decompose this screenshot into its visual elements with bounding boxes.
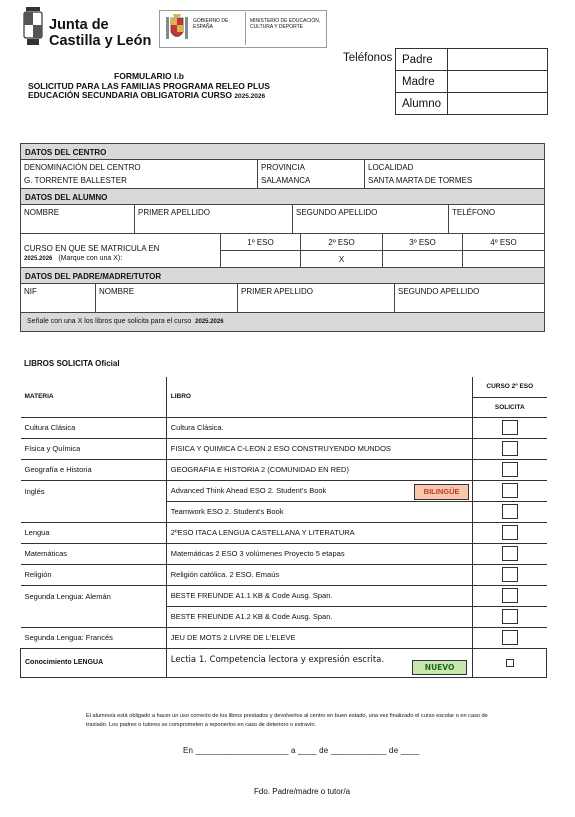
book-materia: Cultura Clásica [21,417,167,438]
col-header-libro: LIBRO [166,377,472,417]
phone-label: Alumno [396,93,448,115]
alumno-segundo-apellido-field[interactable] [292,205,448,233]
book-checkbox-cell [473,648,547,677]
curso-option-3eso[interactable] [382,234,462,267]
book-title-cell [166,648,472,677]
section-datos-alumno: DATOS DEL ALUMNO [21,189,544,205]
book-checkbox[interactable] [502,441,518,456]
book-title: JEU DE MOTS 2 LIVRE DE L'ELEVE [166,627,472,648]
book-row [21,480,547,501]
curso-year: 2025.2026 [24,256,53,262]
book-checkbox[interactable] [502,525,518,540]
book-title: FISICA Y QUIMICA C-LEON 2 ESO CONSTRUYENDO MUNDOS [166,438,472,459]
tutor-primer-apellido-field[interactable] [237,284,394,312]
curso-option-label: 3º ESO [383,234,462,251]
book-materia: Conocimiento LENGUA [21,648,167,677]
curso-option-label: 4º ESO [463,234,544,251]
alumno-nombre-field[interactable] [21,205,134,233]
tutor-nif-label: NIF [24,287,37,296]
curso-label: CURSO EN QUE SE MATRICULA EN [24,244,160,253]
book-title: 2ºESO ITACA LENGUA CASTELLANA Y LITERATURA [166,522,472,543]
book-title: GEOGRAFIA E HISTORIA 2 (COMUNIDAD EN RED) [166,459,472,480]
book-checkbox-cell [473,627,547,648]
book-checkbox-cell [473,522,547,543]
tutor-row [21,284,544,313]
tutor-segundo-apellido-field[interactable] [394,284,544,312]
book-checkbox-cell [473,438,547,459]
legal-notice: El alumno/a está obligado a hacer un uso correcto de los libros prestados y devolverlos al centro en buen estado, una vez finalizado el curso escolar o en caso de traslado. Los padres o tutores se comprometen a reponerlos en caso de deterioro o extravío. [86,713,488,728]
col-header-solicita: SOLICITA [473,397,547,417]
jcyl-logo-text: Junta de Castilla y León [49,17,152,49]
book-checkbox[interactable] [502,609,518,624]
nuevo-badge: NUEVO [412,660,467,675]
provincia-cell[interactable] [257,160,364,188]
form-title-year: 2025.2026 [234,93,266,101]
curso-mark [221,251,300,255]
denominacion-value: G. TORRENTE BALLESTER [24,176,127,185]
book-materia: Física y Química [21,438,167,459]
book-row-conocimiento [21,648,547,677]
form-title-line3: EDUCACIÓN SECUNDARIA OBLIGATORIA CURSO [28,90,233,101]
section-datos-centro: DATOS DEL CENTRO [21,144,544,160]
spain-shield-icon [165,14,189,44]
book-materia: Religión [21,564,167,585]
book-materia: Inglés [21,480,167,522]
book-row [21,522,547,543]
telefonos-label: Teléfonos [343,52,393,64]
curso-option-label: 1º ESO [221,234,300,251]
phone-field-madre[interactable] [448,71,548,93]
book-title: BESTE FREUNDE A1.1 KB & Code Ausg. Span. [166,585,472,606]
book-checkbox[interactable] [502,483,518,498]
curso-label-cell [21,234,220,267]
curso-option-1eso[interactable] [220,234,300,267]
phone-label: Madre [396,71,448,93]
book-row [21,417,547,438]
alumno-nombre-label: NOMBRE [24,208,60,217]
book-title: BESTE FREUNDE A1.2 KB & Code Ausg. Span. [166,606,472,627]
book-row [21,585,547,606]
book-checkbox[interactable] [502,420,518,435]
col-header-materia: MATERIA [21,377,167,417]
curso-mark [383,251,462,255]
curso-option-4eso[interactable] [462,234,544,267]
phone-row-alumno [396,93,548,115]
book-title-cell [166,480,472,501]
book-row [21,627,547,648]
section-datos-tutor: DATOS DEL PADRE/MADRE/TUTOR [21,268,544,284]
provincia-label: PROVINCIA [261,163,306,172]
alumno-segundo-apellido-label: SEGUNDO APELLIDO [296,208,378,217]
alumno-telefono-field[interactable] [448,205,544,233]
tutor-nombre-label: NOMBRE [99,287,135,296]
curso-option-2eso[interactable] [300,234,382,267]
curso-hint: (Marque con una X): [58,255,123,262]
alumno-primer-apellido-label: PRIMER APELLIDO [138,208,211,217]
localidad-label: LOCALIDAD [368,163,414,172]
tutor-primer-apellido-label: PRIMER APELLIDO [241,287,314,296]
book-checkbox[interactable] [502,546,518,561]
book-title: Teamwork ESO 2. Student's Book [166,501,472,522]
signature-label: Fdo. Padre/madre o tutor/a [254,787,351,796]
book-row [21,564,547,585]
alumno-row [21,205,544,234]
book-checkbox[interactable] [502,462,518,477]
instructions-text: Señale con una X los libros que solicita para el curso [27,318,192,325]
gobierno-text: GOBIERNO DE ESPAÑA [193,18,229,30]
curso-year-line [24,255,217,262]
book-title: Religión católica. 2 ESO. Emaús [166,564,472,585]
book-row [21,438,547,459]
books-table [20,377,547,678]
tutor-segundo-apellido-label: SEGUNDO APELLIDO [398,287,480,296]
book-checkbox-cell [473,606,547,627]
book-checkbox-cell [473,501,547,522]
book-checkbox-cell [473,459,547,480]
book-checkbox-cell [473,585,547,606]
bilingue-badge: BILINGÜE [414,484,469,500]
phone-label: Padre [396,49,448,71]
form-title-line1: FORMULARIO I.b [114,71,184,81]
book-checkbox[interactable] [502,630,518,645]
denominacion-cell[interactable] [21,160,257,188]
book-checkbox[interactable] [502,588,518,603]
form-title-line2: SOLICITUD PARA LAS FAMILIAS PROGRAMA RELEO PLUS [28,80,270,91]
phone-row-madre [396,71,548,93]
denominacion-label: DENOMINACIÓN DEL CENTRO [24,163,141,172]
book-title: Lectia 1. Competencia lectora y expresión escrita. [170,654,385,665]
jcyl-coat-of-arms-icon [22,5,44,47]
phone-field-padre[interactable] [448,49,548,71]
centro-row [21,160,544,189]
book-checkbox-cell [473,417,547,438]
book-checkbox[interactable] [506,659,514,667]
curso-mark [463,251,544,255]
logo-divider [245,12,246,45]
curso-row [21,234,544,268]
phone-field-alumno[interactable] [448,93,548,115]
book-materia: Matemáticas [21,543,167,564]
ministerio-text: MINISTERIO DE EDUCACIÓN, CULTURA Y DEPORTE [250,18,321,30]
book-row [21,459,547,480]
book-checkbox-cell [473,480,547,501]
datos-form [20,143,545,332]
book-materia: Lengua [21,522,167,543]
alumno-primer-apellido-field[interactable] [134,205,292,233]
book-materia: Segunda Lengua: Francés [21,627,167,648]
books-header-row-1 [21,377,547,397]
book-checkbox[interactable] [502,567,518,582]
books-title: LIBROS SOLICITA Oficial [24,359,120,368]
date-signature-line: En ____________________ a ____ de ____________ de ____ [183,746,420,755]
tutor-nif-field[interactable] [21,284,95,312]
localidad-value: SANTA MARTA DE TORMES [368,176,473,185]
book-title: Matemáticas 2 ESO 3 volúmenes Proyecto 5 etapas [166,543,472,564]
col-header-curso: CURSO 2º ESO [473,377,547,397]
book-checkbox[interactable] [502,504,518,519]
curso-mark: X [338,255,345,264]
phone-row-padre [396,49,548,71]
tutor-nombre-field[interactable] [95,284,237,312]
book-title: Cultura Clásica. [166,417,472,438]
book-row [21,543,547,564]
book-materia: Segunda Lengua: Alemán [21,585,167,627]
book-checkbox-cell [473,543,547,564]
provincia-value: SALAMANCA [261,176,311,185]
book-materia: Geografía e Historia [21,459,167,480]
instructions-year: 2025.2026 [195,319,224,325]
instructions-note [21,313,544,331]
book-checkbox-cell [473,564,547,585]
localidad-cell[interactable] [364,160,544,188]
form-title [28,72,270,102]
phones-table [395,48,548,115]
book-title: Advanced Think Ahead ESO 2. Student's Book [170,486,327,495]
curso-option-label: 2º ESO [301,234,382,251]
alumno-telefono-label: TELÉFONO [452,208,496,217]
